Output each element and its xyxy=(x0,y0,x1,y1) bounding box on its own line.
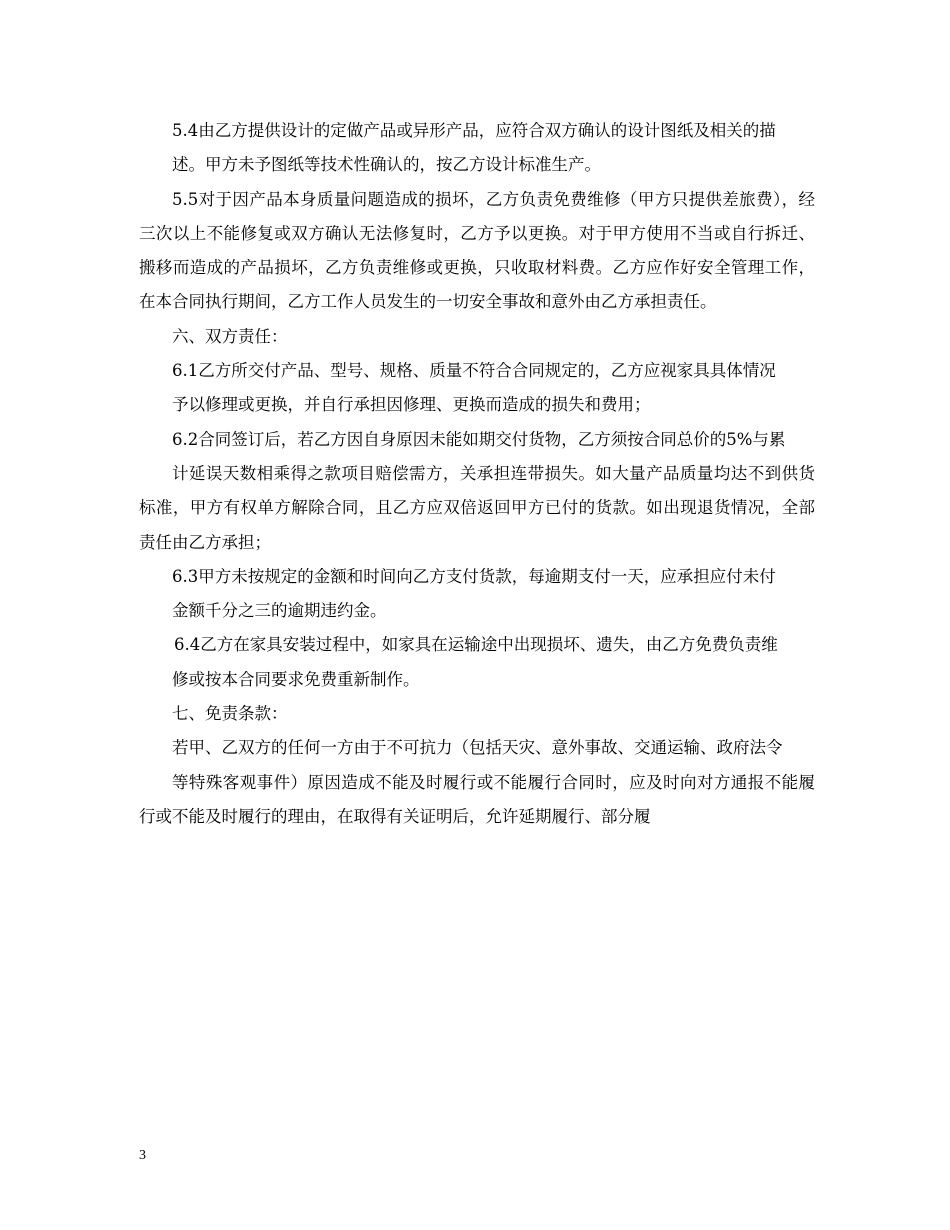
paragraph-7-b: 等特殊客观事件）原因造成不能及时履行或不能履行合同时，应及时向对方通报不能履行或不能及时履行的理由，在取得有关证明后，允许延期履行、部分履 xyxy=(139,772,815,826)
paragraph-6-1-a: 6.1乙方所交付产品、型号、规格、质量不符合合同规定的，乙方应视家具具体情况 xyxy=(172,361,776,381)
page-number: 3 xyxy=(139,1148,146,1163)
section-heading-6: 六、双方责任： xyxy=(172,326,288,346)
paragraph-7-a: 若甲、乙双方的任何一方由于不可抗力（包括天灾、意外事故、交通运输、政府法令 xyxy=(172,738,783,758)
paragraph-5-5: 5.5对于因产品本身质量问题造成的损坏，乙方负责免费维修（甲方只提供差旅费），经三次以上不能修复或双方确认无法修复时，乙方予以更换。对于甲方使用不当或自行拆迁、搬移而造成的产品损坏，乙方负责维修或更换，只收取材料费。乙方应作好安全管理工作，在本合同执行期间，乙方工作人员发生的一切安全事故和意外由乙方承担责任。 xyxy=(139,189,815,312)
paragraph-6-2-b: 计延误天数相乘得之款项目赔偿需方，关承担连带损失。如大量产品质量均达不到供货标准，甲方有权单方解除合同，且乙方应双倍返回甲方已付的货款。如出现退货情况，全部责任由乙方承担； xyxy=(139,463,815,552)
paragraph-5-4-b: 述。甲方未予图纸等技术性确认的，按乙方设计标准生产。 xyxy=(172,155,601,175)
paragraph-6-2-a: 6.2合同签订后，若乙方因自身原因未能如期交付货物，乙方须按合同总价的5%与累 xyxy=(172,429,786,449)
paragraph-6-3-b: 金额千分之三的逾期违约金。 xyxy=(172,601,387,621)
paragraph-6-4-a: 6.4乙方在家具安装过程中，如家具在运输途中出现损坏、遗失，由乙方免费负责维 xyxy=(174,635,778,655)
paragraph-5-4-a: 5.4由乙方提供设计的定做产品或异形产品，应符合双方确认的设计图纸及相关的描 xyxy=(172,121,776,140)
document-body xyxy=(139,114,815,834)
paragraph-6-1-b: 予以修理或更换，并自行承担因修理、更换而造成的损失和费用； xyxy=(172,395,651,415)
paragraph-6-3-a: 6.3甲方未按规定的金额和时间向乙方支付货款，每逾期支付一天，应承担应付未付 xyxy=(172,566,776,586)
section-heading-7: 七、免责条款： xyxy=(172,704,288,724)
paragraph-6-4-b: 修或按本合同要求免费重新制作。 xyxy=(172,669,420,689)
